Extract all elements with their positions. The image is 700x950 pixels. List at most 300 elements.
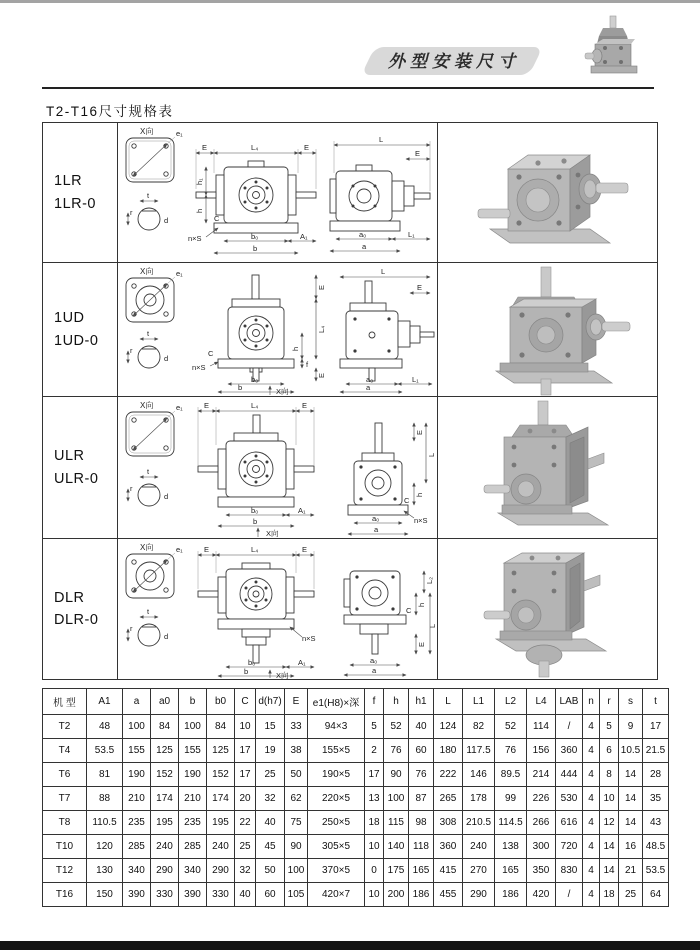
column-header: d(h7) — [256, 689, 285, 715]
value-cell: 35 — [643, 787, 669, 811]
dim-label-E: E — [304, 143, 310, 152]
value-cell: 82 — [463, 715, 495, 739]
value-cell: 165 — [409, 859, 434, 883]
model-name: DLR-0 — [54, 612, 99, 628]
value-cell: 115 — [384, 811, 409, 835]
model-label-1lr — [43, 123, 118, 263]
value-cell: 18 — [365, 811, 384, 835]
dim-label-E: E — [204, 401, 210, 410]
value-cell: 190 — [123, 763, 151, 787]
dim-label-view: X向 — [140, 401, 154, 410]
value-cell: 140 — [384, 835, 409, 859]
value-cell: 186 — [495, 883, 527, 907]
value-cell: 94×3 — [308, 715, 365, 739]
model-name: ULR-0 — [54, 470, 99, 487]
column-header: L1 — [463, 689, 495, 715]
value-cell: 155×5 — [308, 739, 365, 763]
value-cell: 110.5 — [87, 811, 123, 835]
value-cell: 616 — [556, 811, 583, 835]
value-cell: 290 — [151, 859, 179, 883]
value-cell: 4 — [583, 859, 600, 883]
header-gearbox-photo — [583, 14, 645, 80]
model-cell: T16 — [43, 883, 87, 907]
value-cell: 235 — [179, 811, 207, 835]
value-cell: 290 — [207, 859, 235, 883]
dim-label-E: E — [417, 641, 426, 647]
dim-label-t: t — [147, 191, 150, 200]
value-cell: 52 — [384, 715, 409, 739]
value-cell: 20 — [235, 787, 256, 811]
dim-label-a0: a₀ — [372, 514, 380, 523]
dim-label-a0: a₀ — [366, 375, 374, 384]
value-cell: 17 — [365, 763, 384, 787]
dim-label-view: X向 — [276, 387, 289, 396]
dim-label-b0: b₀ — [251, 232, 259, 241]
model-cell: T4 — [43, 739, 87, 763]
dim-label-a0: a₀ — [370, 656, 378, 665]
dim-label-a: a — [362, 242, 367, 251]
value-cell: 174 — [207, 787, 235, 811]
table-row — [43, 811, 669, 835]
dim-label-E: E — [302, 401, 308, 410]
dim-label-view: X向 — [140, 267, 154, 276]
column-header: b — [179, 689, 207, 715]
dim-label-r: r — [130, 484, 133, 493]
dim-label-h1: h₁ — [195, 178, 204, 185]
value-cell: 2 — [365, 739, 384, 763]
value-cell: 32 — [235, 859, 256, 883]
value-cell: 22 — [235, 811, 256, 835]
table-row — [43, 763, 669, 787]
column-header: A1 — [87, 689, 123, 715]
dim-label-b0: b₀ — [251, 506, 259, 515]
value-cell: 17 — [235, 763, 256, 787]
dim-label-L: L — [427, 452, 436, 457]
dim-label-b: b — [253, 517, 258, 526]
value-cell: 350 — [527, 859, 556, 883]
value-cell: 4 — [583, 715, 600, 739]
value-cell: / — [556, 715, 583, 739]
dim-label-L2: L₂ — [425, 576, 434, 584]
dim-label-E: E — [415, 429, 424, 435]
column-header: e1(H8)×深 — [308, 689, 365, 715]
page-top-edge — [0, 0, 700, 3]
value-cell: 38 — [285, 739, 308, 763]
value-cell: 40 — [235, 883, 256, 907]
value-cell: 50 — [256, 859, 285, 883]
dim-label-nxs: n×S — [192, 363, 206, 372]
column-header: a0 — [151, 689, 179, 715]
drawing-ulr — [118, 397, 438, 539]
value-cell: 99 — [495, 787, 527, 811]
column-header: L4 — [527, 689, 556, 715]
value-cell: 14 — [619, 763, 643, 787]
value-cell: 210.5 — [463, 811, 495, 835]
value-cell: / — [556, 883, 583, 907]
dim-label-view: X向 — [140, 543, 154, 552]
value-cell: 90 — [285, 835, 308, 859]
dim-label-L4: L₄ — [317, 325, 326, 333]
value-cell: 25 — [235, 835, 256, 859]
value-cell: 48.5 — [643, 835, 669, 859]
dim-label-t: t — [147, 467, 150, 476]
value-cell: 13 — [365, 787, 384, 811]
value-cell: 455 — [434, 883, 463, 907]
value-cell: 290 — [463, 883, 495, 907]
dim-label-e1: e₁ — [176, 403, 183, 412]
dim-label-a: a — [366, 383, 371, 392]
product-photo-ulr — [438, 397, 657, 539]
value-cell: 222 — [434, 763, 463, 787]
value-cell: 21 — [619, 859, 643, 883]
value-cell: 17 — [235, 739, 256, 763]
dim-label-A1: A₁ — [300, 232, 308, 241]
value-cell: 240 — [463, 835, 495, 859]
value-cell: 76 — [495, 739, 527, 763]
dim-label-E: E — [417, 283, 423, 292]
column-header: r — [600, 689, 619, 715]
value-cell: 53.5 — [87, 739, 123, 763]
value-cell: 105 — [285, 883, 308, 907]
column-header: n — [583, 689, 600, 715]
value-cell: 266 — [527, 811, 556, 835]
value-cell: 21.5 — [643, 739, 669, 763]
model-name: 1UD — [54, 310, 85, 327]
dim-label-L1: L₁ — [408, 230, 415, 239]
value-cell: 4 — [583, 883, 600, 907]
value-cell: 100 — [179, 715, 207, 739]
column-header: s — [619, 689, 643, 715]
value-cell: 48 — [87, 715, 123, 739]
value-cell: 152 — [151, 763, 179, 787]
value-cell: 5 — [365, 715, 384, 739]
dim-label-b0: b₀ — [251, 375, 259, 384]
value-cell: 32 — [256, 787, 285, 811]
dim-label-a: a — [374, 525, 379, 534]
value-cell: 10.5 — [619, 739, 643, 763]
column-header: t — [643, 689, 669, 715]
value-cell: 14 — [619, 787, 643, 811]
value-cell: 340 — [123, 859, 151, 883]
header-banner-title: 外型安装尺寸 — [388, 52, 520, 71]
value-cell: 0 — [365, 859, 384, 883]
value-cell: 186 — [409, 883, 434, 907]
model-name: 1LR — [54, 173, 83, 190]
value-cell: 87 — [409, 787, 434, 811]
value-cell: 125 — [151, 739, 179, 763]
value-cell: 81 — [87, 763, 123, 787]
value-cell: 10 — [365, 835, 384, 859]
value-cell: 330 — [151, 883, 179, 907]
value-cell: 100 — [285, 859, 308, 883]
value-cell: 250×5 — [308, 811, 365, 835]
value-cell: 4 — [583, 787, 600, 811]
dim-label-b: b — [253, 244, 258, 253]
value-cell: 12 — [600, 811, 619, 835]
value-cell: 19 — [256, 739, 285, 763]
value-cell: 50 — [285, 763, 308, 787]
value-cell: 6 — [600, 739, 619, 763]
dimension-table-header-row — [43, 689, 669, 715]
value-cell: 220×5 — [308, 787, 365, 811]
value-cell: 308 — [434, 811, 463, 835]
dim-label-a0: a₀ — [359, 230, 367, 239]
dim-label-nxs: n×S — [414, 516, 428, 525]
dim-label-d: d — [164, 632, 169, 641]
dim-label-L4: L₄ — [251, 143, 259, 152]
value-cell: 210 — [179, 787, 207, 811]
value-cell: 8 — [600, 763, 619, 787]
dim-label-E: E — [317, 372, 326, 378]
dim-label-view: X向 — [266, 529, 279, 538]
value-cell: 60 — [409, 739, 434, 763]
drawing-1lr — [118, 123, 438, 263]
value-cell: 390 — [123, 883, 151, 907]
dim-label-t: t — [147, 329, 150, 338]
value-cell: 14 — [600, 859, 619, 883]
value-cell: 52 — [495, 715, 527, 739]
table-row — [43, 883, 669, 907]
dim-label-L4: L₄ — [251, 545, 259, 554]
drawing-1ud — [118, 263, 438, 397]
model-cell: T2 — [43, 715, 87, 739]
dim-label-h: h — [415, 492, 424, 497]
model-label-dlr — [43, 539, 118, 679]
value-cell: 98 — [409, 811, 434, 835]
value-cell: 200 — [384, 883, 409, 907]
value-cell: 150 — [87, 883, 123, 907]
value-cell: 25 — [256, 763, 285, 787]
model-label-1ud — [43, 263, 118, 397]
value-cell: 180 — [434, 739, 463, 763]
dim-label-view: X向 — [276, 671, 289, 679]
dim-label-L: L — [428, 623, 437, 628]
value-cell: 84 — [207, 715, 235, 739]
product-photo-1ud — [438, 263, 657, 397]
value-cell: 10 — [365, 883, 384, 907]
value-cell: 195 — [151, 811, 179, 835]
value-cell: 240 — [151, 835, 179, 859]
value-cell: 420×7 — [308, 883, 365, 907]
dim-label-E: E — [204, 545, 210, 554]
value-cell: 340 — [179, 859, 207, 883]
dim-label-E: E — [317, 284, 326, 290]
value-cell: 155 — [179, 739, 207, 763]
column-header: a — [123, 689, 151, 715]
value-cell: 5 — [600, 715, 619, 739]
dim-label-b: b — [244, 667, 249, 676]
column-header: L2 — [495, 689, 527, 715]
column-header: h1 — [409, 689, 434, 715]
value-cell: 75 — [285, 811, 308, 835]
value-cell: 175 — [384, 859, 409, 883]
value-cell: 120 — [87, 835, 123, 859]
value-cell: 4 — [583, 739, 600, 763]
dim-label-L: L — [379, 135, 384, 144]
value-cell: 226 — [527, 787, 556, 811]
value-cell: 90 — [384, 763, 409, 787]
value-cell: 305×5 — [308, 835, 365, 859]
value-cell: 370×5 — [308, 859, 365, 883]
dim-label-e1: e₁ — [176, 269, 183, 278]
value-cell: 4 — [583, 811, 600, 835]
dim-label-h: h — [291, 346, 300, 351]
table-row — [43, 739, 669, 763]
dim-label-A1: A₁ — [298, 658, 306, 667]
column-header: C — [235, 689, 256, 715]
dimension-table — [42, 688, 669, 907]
value-cell: 62 — [285, 787, 308, 811]
dim-label-r: r — [130, 624, 133, 633]
value-cell: 64 — [643, 883, 669, 907]
dim-label-t: t — [147, 607, 150, 616]
model-cell: T6 — [43, 763, 87, 787]
model-name: DLR — [54, 589, 85, 606]
model-name: 1LR-0 — [54, 195, 96, 212]
model-name: ULR — [54, 448, 85, 465]
value-cell: 178 — [463, 787, 495, 811]
value-cell: 235 — [123, 811, 151, 835]
value-cell: 360 — [556, 739, 583, 763]
value-cell: 830 — [556, 859, 583, 883]
dim-label-L1: L₁ — [412, 375, 419, 384]
value-cell: 4 — [583, 763, 600, 787]
value-cell: 285 — [179, 835, 207, 859]
dim-label-d: d — [164, 216, 169, 225]
value-cell: 18 — [600, 883, 619, 907]
dim-label-E: E — [202, 143, 208, 152]
table-row — [43, 859, 669, 883]
value-cell: 155 — [123, 739, 151, 763]
value-cell: 10 — [235, 715, 256, 739]
dim-label-nxs: n×S — [188, 234, 202, 243]
dim-label-f: f — [306, 360, 309, 369]
value-cell: 360 — [434, 835, 463, 859]
column-header: h — [384, 689, 409, 715]
dim-label-E: E — [302, 545, 308, 554]
dim-label-A1: A₁ — [298, 506, 306, 515]
value-cell: 28 — [643, 763, 669, 787]
dim-label-view: X向 — [140, 127, 154, 136]
value-cell: 130 — [87, 859, 123, 883]
value-cell: 100 — [384, 787, 409, 811]
value-cell: 40 — [409, 715, 434, 739]
column-header: E — [285, 689, 308, 715]
model-cell: T10 — [43, 835, 87, 859]
product-photo-1lr — [438, 123, 657, 263]
value-cell: 25 — [619, 883, 643, 907]
spec-figure-table — [42, 122, 658, 680]
value-cell: 53.5 — [643, 859, 669, 883]
value-cell: 214 — [527, 763, 556, 787]
value-cell: 17 — [643, 715, 669, 739]
value-cell: 420 — [527, 883, 556, 907]
model-cell: T7 — [43, 787, 87, 811]
value-cell: 88 — [87, 787, 123, 811]
dim-label-r: r — [130, 346, 133, 355]
drawing-dlr — [118, 539, 438, 679]
dim-label-L: L — [381, 267, 386, 276]
value-cell: 89.5 — [495, 763, 527, 787]
value-cell: 165 — [495, 859, 527, 883]
dim-label-r: r — [130, 208, 133, 217]
value-cell: 195 — [207, 811, 235, 835]
dimension-table-body — [43, 715, 669, 907]
dim-label-d: d — [164, 354, 169, 363]
value-cell: 40 — [256, 811, 285, 835]
column-header: L — [434, 689, 463, 715]
value-cell: 43 — [643, 811, 669, 835]
dim-label-e1: e₁ — [176, 129, 183, 138]
dim-label-a: a — [372, 666, 377, 675]
section-title: T2-T16尺寸规格表 — [46, 104, 174, 119]
dim-label-h: h — [195, 208, 204, 213]
dim-label-nxs: n×S — [302, 634, 316, 643]
dim-label-C: C — [406, 606, 412, 615]
dim-label-C: C — [404, 496, 410, 505]
value-cell: 117.5 — [463, 739, 495, 763]
model-label-ulr — [43, 397, 118, 539]
value-cell: 190 — [179, 763, 207, 787]
product-photo-dlr — [438, 539, 657, 679]
page-bottom-edge — [0, 941, 700, 950]
value-cell: 240 — [207, 835, 235, 859]
value-cell: 14 — [619, 811, 643, 835]
dim-label-b0: b₀ — [248, 658, 256, 667]
table-row — [43, 787, 669, 811]
value-cell: 118 — [409, 835, 434, 859]
value-cell: 146 — [463, 763, 495, 787]
value-cell: 265 — [434, 787, 463, 811]
header-divider — [42, 87, 654, 89]
column-header: 机 型 — [43, 689, 87, 715]
dim-label-b: b — [238, 383, 243, 392]
value-cell: 124 — [434, 715, 463, 739]
value-cell: 16 — [619, 835, 643, 859]
dim-label-C: C — [208, 349, 214, 358]
model-cell: T12 — [43, 859, 87, 883]
value-cell: 530 — [556, 787, 583, 811]
value-cell: 114 — [527, 715, 556, 739]
value-cell: 114.5 — [495, 811, 527, 835]
value-cell: 125 — [207, 739, 235, 763]
value-cell: 152 — [207, 763, 235, 787]
dim-label-h: h — [417, 602, 426, 607]
model-cell: T8 — [43, 811, 87, 835]
dim-label-C: C — [214, 214, 220, 223]
value-cell: 138 — [495, 835, 527, 859]
value-cell: 45 — [256, 835, 285, 859]
value-cell: 9 — [619, 715, 643, 739]
value-cell: 156 — [527, 739, 556, 763]
value-cell: 174 — [151, 787, 179, 811]
value-cell: 330 — [207, 883, 235, 907]
dim-label-L4: L₄ — [251, 401, 259, 410]
value-cell: 190×5 — [308, 763, 365, 787]
value-cell: 15 — [256, 715, 285, 739]
value-cell: 300 — [527, 835, 556, 859]
column-header: b0 — [207, 689, 235, 715]
value-cell: 270 — [463, 859, 495, 883]
column-header: f — [365, 689, 384, 715]
model-name: 1UD-0 — [54, 332, 99, 349]
value-cell: 720 — [556, 835, 583, 859]
dim-label-d: d — [164, 492, 169, 501]
dim-label-e1: e₁ — [176, 545, 183, 554]
value-cell: 100 — [123, 715, 151, 739]
value-cell: 76 — [409, 763, 434, 787]
value-cell: 84 — [151, 715, 179, 739]
